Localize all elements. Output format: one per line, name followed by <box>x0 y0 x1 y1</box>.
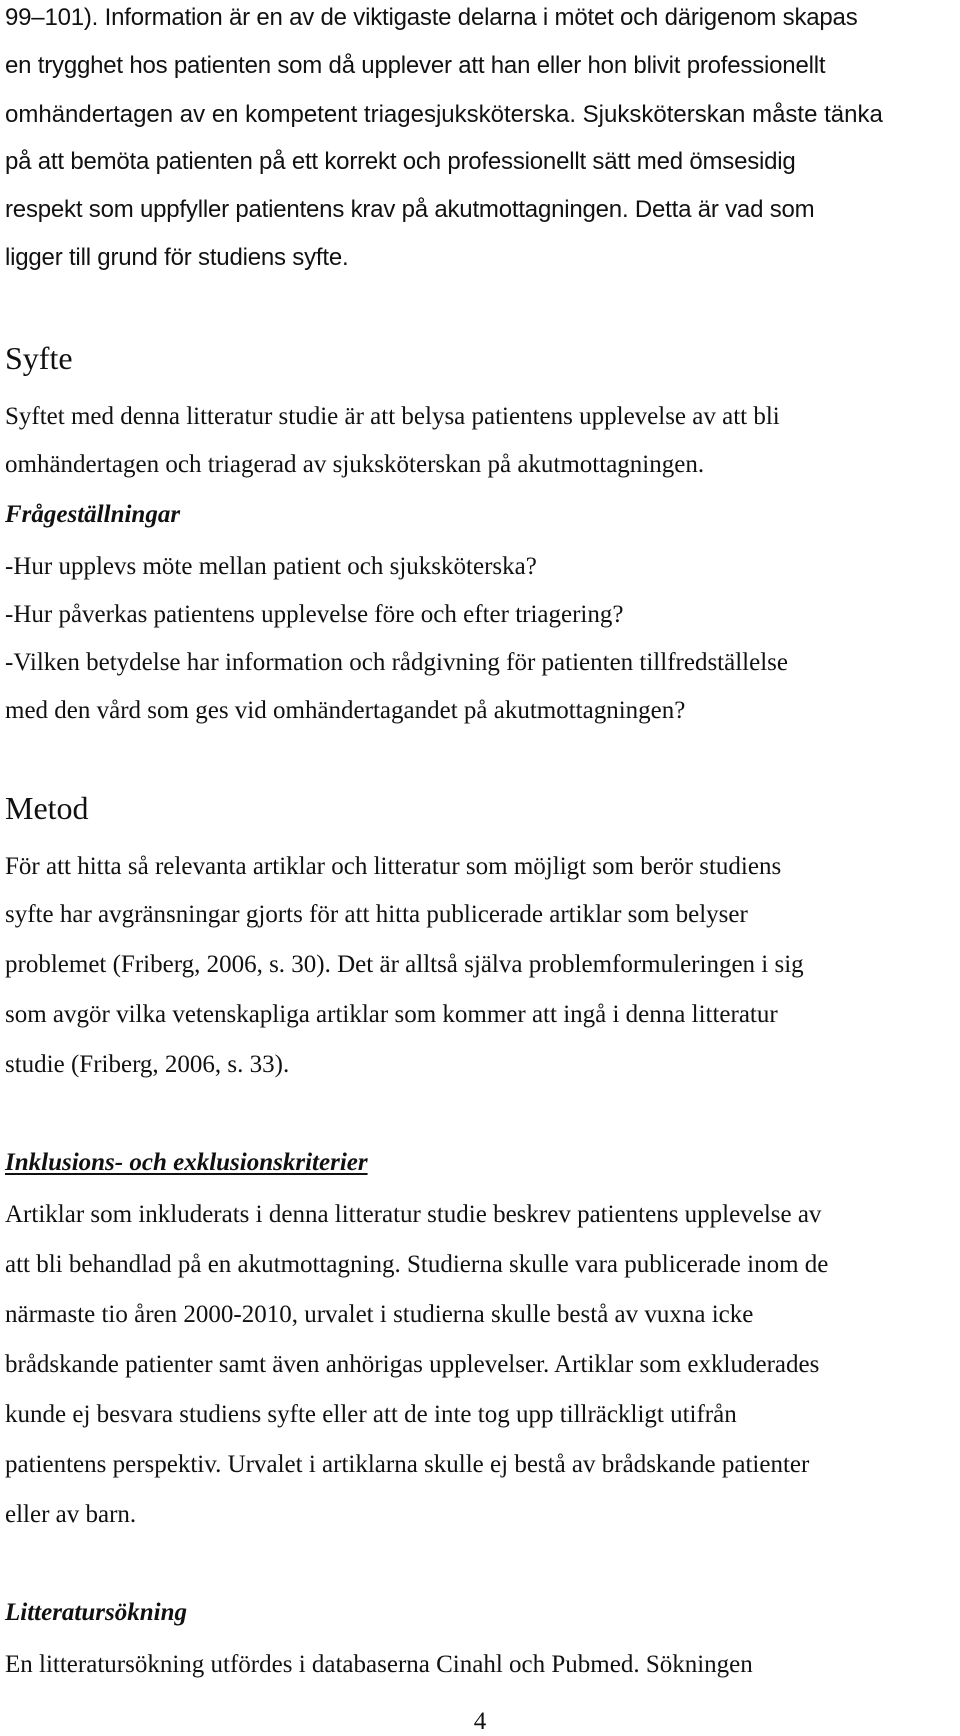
intro-line-5: respekt som uppfyller patientens krav på akutmottagningen. Detta är vad som <box>5 196 815 223</box>
metod-line-4: som avgör vilka vetenskapliga artiklar som kommer att ingå i denna litteratur <box>5 1001 778 1028</box>
litteratursokning-heading: Litteratursökning <box>5 1599 187 1626</box>
inklusion-line-1: Artiklar som inkluderats i denna litteratur studie beskrev patientens upplevelse av <box>5 1201 822 1228</box>
syfte-line-1: Syftet med denna litteratur studie är att belysa patientens upplevelse av att bli <box>5 403 780 430</box>
fragestallningar-heading: Frågeställningar <box>5 501 181 528</box>
intro-line-2: en trygghet hos patienten som då upplever att han eller hon blivit professionellt <box>5 52 826 79</box>
metod-line-2: syfte har avgränsningar gjorts för att hitta publicerade artiklar som belyser <box>5 901 748 928</box>
metod-line-5: studie (Friberg, 2006, s. 33). <box>5 1051 290 1078</box>
question-3a: -Vilken betydelse har information och rådgivning för patienten tillfredställelse <box>5 649 788 676</box>
syfte-heading: Syfte <box>5 340 73 376</box>
inklusion-heading: Inklusions- och exklusionskriterier <box>5 1149 368 1176</box>
inklusion-line-6: patientens perspektiv. Urvalet i artiklarna skulle ej bestå av brådskande patienter <box>5 1451 810 1478</box>
intro-line-3b: Sjuksköterskan måste tänka <box>576 101 883 128</box>
question-1: -Hur upplevs möte mellan patient och sjuksköterska? <box>5 553 537 580</box>
inklusion-line-4: brådskande patienter samt även anhörigas upplevelser. Artiklar som exkluderades <box>5 1351 820 1378</box>
intro-line-6: ligger till grund för studiens syfte. <box>5 244 349 271</box>
metod-line-1: För att hitta så relevanta artiklar och litteratur som möjligt som berör studiens <box>5 853 782 880</box>
inklusion-line-3: närmaste tio åren 2000-2010, urvalet i studierna skulle bestå av vuxna icke <box>5 1301 754 1328</box>
inklusion-line-7: eller av barn. <box>5 1501 137 1528</box>
question-2: -Hur påverkas patientens upplevelse före och efter triagering? <box>5 601 624 628</box>
intro-line-4: på att bemöta patienten på ett korrekt och professionellt sätt med ömsesidig <box>5 148 796 175</box>
metod-heading: Metod <box>5 790 89 826</box>
page-number: 4 <box>473 1708 487 1735</box>
inklusion-line-5: kunde ej besvara studiens syfte eller att de inte tog upp tillräckligt utifrån <box>5 1401 737 1428</box>
intro-line-3a: omhändertagen av en kompetent triagesjuksköterska. <box>5 101 576 128</box>
intro-line-3 <box>5 102 883 127</box>
inklusion-line-2: att bli behandlad på en akutmottagning. Studierna skulle vara publicerade inom de <box>5 1251 829 1278</box>
intro-line-1: 99–101). Information är en av de viktigaste delarna i mötet och därigenom skapas <box>5 4 858 31</box>
litteratursokning-line-1: En litteratursökning utfördes i databaserna Cinahl och Pubmed. Sökningen <box>5 1651 753 1678</box>
syfte-line-2: omhändertagen och triagerad av sjuksköterskan på akutmottagningen. <box>5 451 705 478</box>
metod-line-3: problemet (Friberg, 2006, s. 30). Det är alltså själva problemformuleringen i sig <box>5 951 804 978</box>
question-3b: med den vård som ges vid omhändertagandet på akutmottagningen? <box>5 697 686 724</box>
